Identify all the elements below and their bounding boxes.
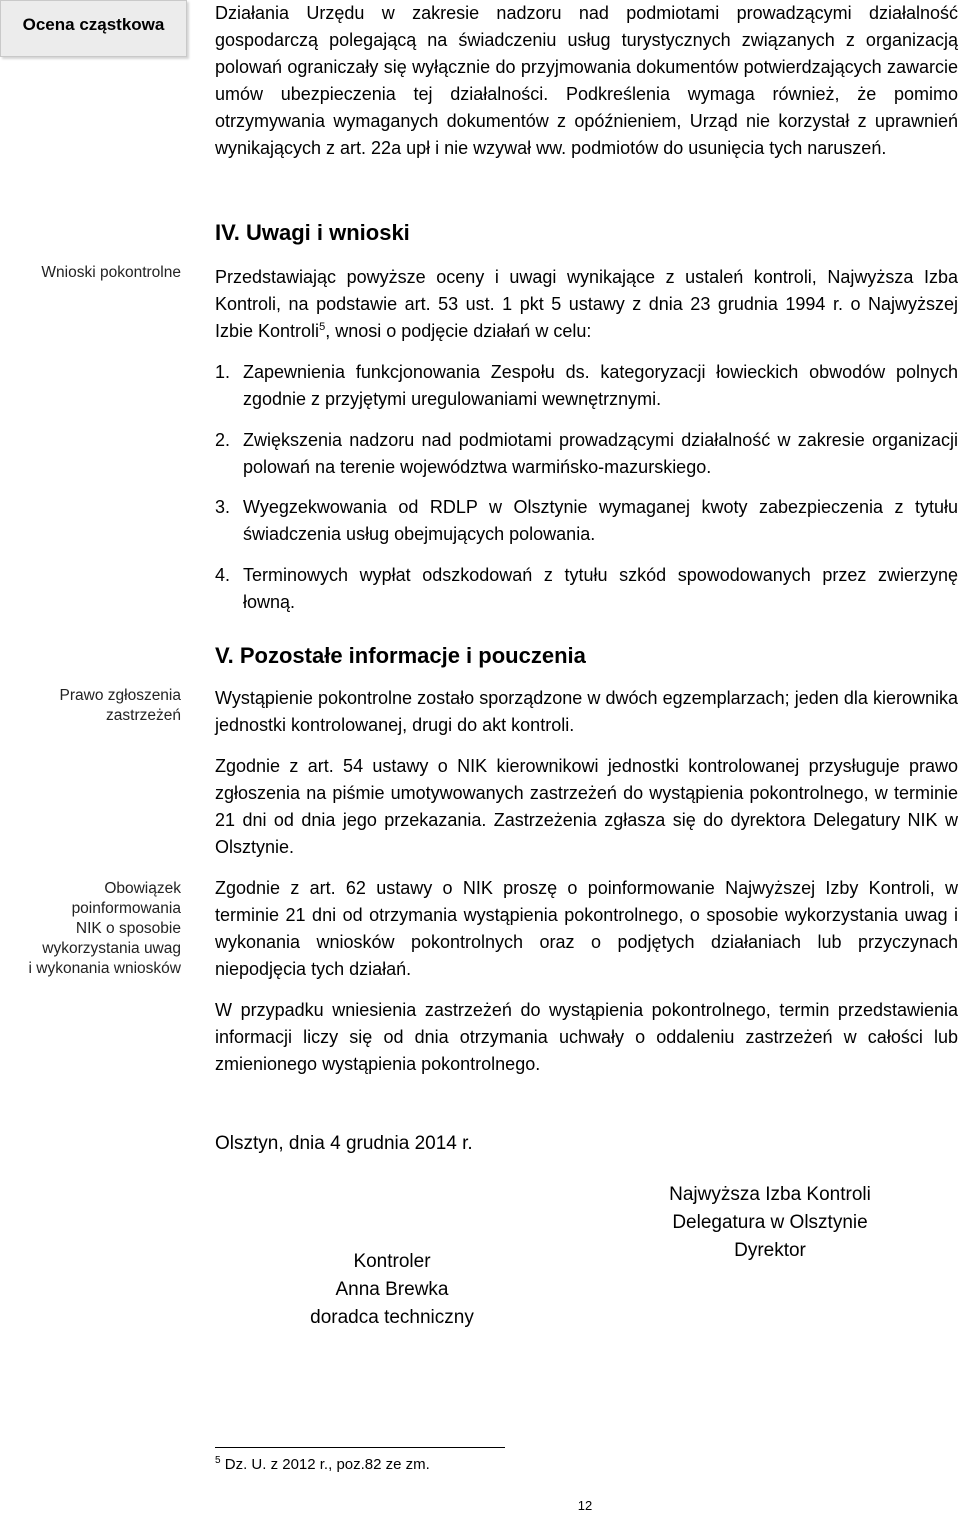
lead-text: Przedstawiając powyższe oceny i uwagi wynikające z ustaleń kontroli, Najwyższa Izba Kontroli, na podstawie art. 53 ust. 1 pkt 5 ustawy z dnia 23 grudnia 1994 r. o Najwyższej Izbie Kontroli (215, 267, 958, 341)
section-badge: Ocena cząstkowa (0, 0, 187, 57)
section-v-heading: V. Pozostałe informacje i pouczenia (215, 643, 586, 668)
list-number: 1. (215, 362, 231, 382)
page-number: 12 (577, 1498, 593, 1513)
list-number: 3. (215, 497, 231, 517)
place-date: Olsztyn, dnia 4 grudnia 2014 r. (215, 1133, 473, 1154)
footnote-number: 5 (215, 1455, 221, 1466)
sidebar-line: zastrzeżeń (106, 707, 181, 724)
paragraph: Wystąpienie pokontrolne zostało sporządzone w dwóch egzemplarzach; jeden dla kierownika jednostki kontrolowanej, drugi do akt kontroli. (215, 688, 958, 735)
list-item (215, 359, 958, 413)
section-v-p2 (215, 753, 958, 861)
sidebar-line: i wykonania wniosków (28, 960, 181, 977)
paragraph: Zgodnie z art. 54 ustawy o NIK kierownikowi jednostki kontrolowanej przysługuje prawo zgłoszenia na piśmie umotywowanych zastrzeżeń do wystąpienia pokontrolnego, w terminie 21 dni od dnia jego przekazania. Zastrzeżenia zgłasza się do dyrektora Delegatury NIK w Olsztynie. (215, 756, 958, 857)
intro-section (215, 0, 958, 162)
lead-end: , wnosi o podjęcie działań w celu: (325, 321, 592, 341)
sidebar-line: poinformowania (71, 900, 181, 917)
sidebar-line: Prawo zgłoszenia (59, 687, 181, 704)
footnote-ref: 5 (319, 321, 326, 333)
list-text: Terminowych wypłat odszkodowań z tytułu szkód spowodowanych przez zwierzynę łowną. (243, 565, 958, 612)
list-text: Zwiększenia nadzoru nad podmiotami prowadzącymi działalność w zakresie organizacji polowań na terenie województwa warmińsko-mazurskiego. (243, 430, 958, 477)
list-item (215, 494, 958, 548)
paragraph: Zgodnie z art. 62 ustawy o NIK proszę o poinformowanie Najwyższej Izby Kontroli, w terminie 21 dni od otrzymania wystąpienia pokontrolnego, o sposobie wykorzystania uwag i wykonania wniosków pokontrolnych oraz o podjętych działaniach lub przyczynach niepodjęcia tych działań. (215, 878, 958, 979)
paragraph: W przypadku wniesienia zastrzeżeń do wystąpienia pokontrolnego, termin przedstawienia informacji liczy się od dnia otrzymania uchwały o oddaleniu zastrzeżeń w całości lub zmienionego wystąpienia pokontrolnego. (215, 1000, 958, 1074)
section-iv-lead (215, 264, 958, 345)
list-text: Wyegzekwowania od RDLP w Olsztynie wymaganej kwoty zabezpieczenia z tytułu świadczenia usług obejmujących polowania. (243, 497, 958, 544)
signature-line: doradca techniczny (310, 1307, 474, 1328)
sidebar-line: Obowiązek (104, 880, 181, 897)
signature-line: Najwyższa Izba Kontroli (669, 1184, 871, 1205)
sidebar-label-wnioski: Wnioski pokontrolne (41, 264, 181, 281)
list-item (215, 562, 958, 616)
signature-line: Delegatura w Olsztynie (672, 1212, 868, 1233)
sidebar-line: NIK o sposobie (75, 920, 181, 937)
list-text: Zapewnienia funkcjonowania Zespołu ds. kategoryzacji łowieckich obwodów polnych zgodnie z przyjętymi uregulowaniami wewnętrznymi. (243, 362, 958, 409)
list-number: 2. (215, 430, 231, 450)
section-v-p1 (215, 685, 958, 739)
signature-line: Anna Brewka (335, 1279, 449, 1300)
footnote-divider (215, 1447, 505, 1448)
section-iv-heading: IV. Uwagi i wnioski (215, 220, 410, 245)
footnote-text: Dz. U. z 2012 r., poz.82 ze zm. (220, 1456, 430, 1473)
list-item (215, 427, 958, 481)
left-signature (282, 1248, 502, 1332)
signature-line: Kontroler (353, 1251, 431, 1272)
list-number: 4. (215, 565, 231, 585)
sidebar-line: wykorzystania uwag (42, 940, 181, 957)
sidebar-label-prawo (0, 686, 181, 726)
right-signature (630, 1181, 910, 1265)
lead-paragraph (215, 264, 958, 345)
section-v-p3 (215, 875, 958, 983)
intro-paragraph: Działania Urzędu w zakresie nadzoru nad podmiotami prowadzącymi działalność gospodarczą polegającą na świadczeniu usług turystycznych związanych z organizacją polowań ograniczały się wyłącznie do przyjmowania dokumentów potwierdzających zawarcie umów ubezpieczenia tej działalności. Podkreślenia wymaga również, że pomimo otrzymywania wymaganych dokumentów z opóźnieniem, Urząd nie korzystał z uprawnień wynikających z art. 22a upł i nie wzywał ww. podmiotów do usunięcia tych naruszeń. (215, 3, 958, 158)
signature-line: Dyrektor (734, 1240, 806, 1261)
sidebar-label-obowiazek (0, 879, 181, 979)
section-v-p4 (215, 997, 958, 1078)
footnote (215, 1456, 430, 1473)
